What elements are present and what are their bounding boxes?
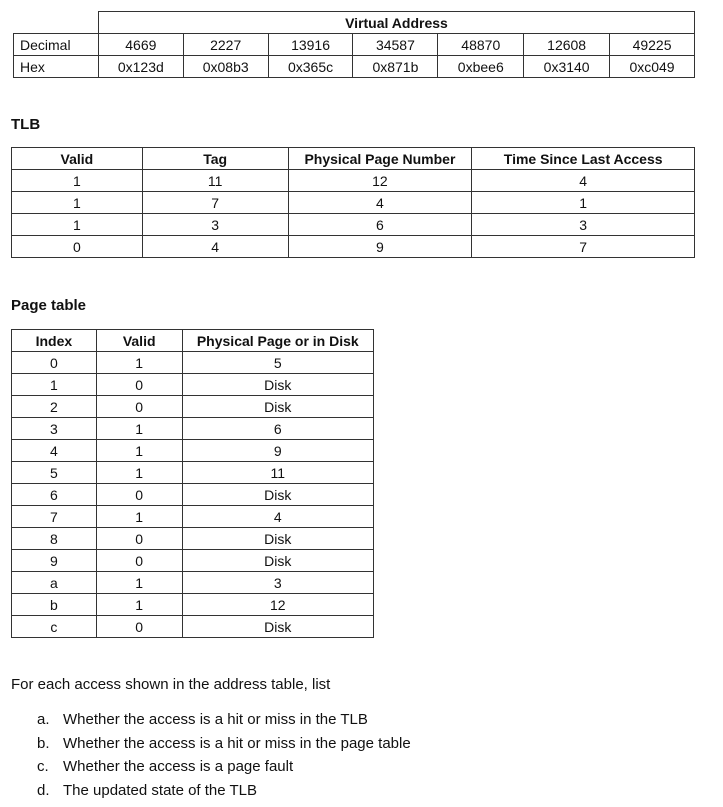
page-table-cell: 0	[96, 550, 182, 572]
va-decimal-cell: 13916	[268, 34, 353, 56]
va-decimal-cell: 12608	[524, 34, 610, 56]
page-table-cell: 1	[96, 440, 182, 462]
page-table-cell: 12	[182, 594, 373, 616]
page-table-cell: 1	[96, 594, 182, 616]
page-table-cell: 5	[12, 462, 97, 484]
page-table-row	[12, 418, 374, 440]
va-hex-row	[14, 56, 695, 78]
page-table-cell: 6	[182, 418, 373, 440]
tlb-row	[12, 192, 695, 214]
va-title: Virtual Address	[98, 12, 694, 34]
instructions-text: For each access shown in the address table, list	[11, 676, 331, 693]
tlb-cell: 7	[472, 236, 695, 258]
page-table-cell: b	[12, 594, 97, 616]
page-table	[11, 329, 374, 638]
va-decimal-label: Decimal	[14, 34, 99, 56]
question-item	[37, 708, 411, 732]
va-hex-cell: 0x871b	[353, 56, 438, 78]
tlb-cell: 12	[288, 170, 472, 192]
page-table-cell: 4	[182, 506, 373, 528]
tlb-row	[12, 236, 695, 258]
page-table-cell: 6	[12, 484, 97, 506]
page-table-header-cell: Valid	[96, 330, 182, 352]
page-table-row	[12, 550, 374, 572]
tlb-cell: 4	[472, 170, 695, 192]
tlb-cell: 3	[472, 214, 695, 236]
page-table-row	[12, 462, 374, 484]
question-item	[37, 732, 411, 756]
page-table-cell: 2	[12, 396, 97, 418]
tlb-table	[11, 147, 695, 258]
page-table-cell: 0	[96, 396, 182, 418]
page-table-row	[12, 594, 374, 616]
page-table-cell: 1	[96, 352, 182, 374]
virtual-address-table	[13, 11, 695, 78]
va-hex-cell: 0x08b3	[183, 56, 268, 78]
page-table-cell: 0	[12, 352, 97, 374]
page-table-cell: 5	[182, 352, 373, 374]
question-text: The updated state of the TLB	[63, 781, 258, 799]
page-table-cell: 3	[12, 418, 97, 440]
tlb-cell: 4	[142, 236, 288, 258]
page-table-cell: Disk	[182, 396, 373, 418]
page-table-cell: Disk	[182, 484, 373, 506]
page-table-title: Page table	[11, 297, 87, 314]
page-table-cell: 0	[96, 374, 182, 396]
va-decimal-cell: 34587	[353, 34, 438, 56]
va-decimal-cell: 49225	[610, 34, 695, 56]
page-table-header-row	[12, 330, 374, 352]
page-table-cell: Disk	[182, 550, 373, 572]
tlb-title: TLB	[11, 116, 41, 133]
page-table-cell: c	[12, 616, 97, 638]
tlb-cell: 1	[12, 170, 143, 192]
page-table-cell: 7	[12, 506, 97, 528]
page-table-row	[12, 616, 374, 638]
question-item	[37, 755, 411, 779]
va-decimal-cell: 48870	[438, 34, 524, 56]
tlb-cell: 11	[142, 170, 288, 192]
page-table-row	[12, 506, 374, 528]
tlb-header-cell: Physical Page Number	[288, 148, 472, 170]
page-table-cell: 1	[96, 572, 182, 594]
question-item	[37, 779, 411, 803]
page-table-cell: 0	[96, 484, 182, 506]
tlb-cell: 1	[12, 214, 143, 236]
page-table-cell: a	[12, 572, 97, 594]
page-table-cell: Disk	[182, 616, 373, 638]
va-hex-cell: 0xc049	[610, 56, 695, 78]
va-corner	[14, 12, 99, 34]
page-table-cell: 1	[12, 374, 97, 396]
page-table-cell: 1	[96, 418, 182, 440]
page-table-cell: 9	[182, 440, 373, 462]
page-table-cell: 0	[96, 616, 182, 638]
question-list	[37, 708, 411, 802]
tlb-cell: 9	[288, 236, 472, 258]
page-table-cell: 1	[96, 462, 182, 484]
question-text: Whether the access is a hit or miss in the page table	[63, 734, 411, 752]
page-table-header-cell: Physical Page or in Disk	[182, 330, 373, 352]
tlb-cell: 1	[12, 192, 143, 214]
tlb-cell: 6	[288, 214, 472, 236]
question-marker: c.	[37, 758, 49, 775]
page-table-cell: 9	[12, 550, 97, 572]
page-table-cell: 0	[96, 528, 182, 550]
tlb-cell: 4	[288, 192, 472, 214]
page-table-row	[12, 374, 374, 396]
tlb-row	[12, 214, 695, 236]
page-table-row	[12, 484, 374, 506]
tlb-header-cell: Time Since Last Access	[472, 148, 695, 170]
page-table-row	[12, 572, 374, 594]
page-table-cell: Disk	[182, 528, 373, 550]
tlb-cell: 1	[472, 192, 695, 214]
page-table-header-cell: Index	[12, 330, 97, 352]
tlb-header-cell: Tag	[142, 148, 288, 170]
question-marker: d.	[37, 781, 50, 799]
tlb-row	[12, 170, 695, 192]
page-table-cell: 3	[182, 572, 373, 594]
tlb-header-row	[12, 148, 695, 170]
tlb-header-cell: Valid	[12, 148, 143, 170]
tlb-cell: 3	[142, 214, 288, 236]
question-marker: b.	[37, 734, 50, 752]
page-table-cell: 1	[96, 506, 182, 528]
va-hex-cell: 0x123d	[98, 56, 183, 78]
va-decimal-cell: 4669	[98, 34, 183, 56]
question-text: Whether the access is a page fault	[63, 758, 294, 775]
va-hex-cell: 0x365c	[268, 56, 353, 78]
page-table-cell: 8	[12, 528, 97, 550]
tlb-cell: 7	[142, 192, 288, 214]
tlb-cell: 0	[12, 236, 143, 258]
page-table-row	[12, 528, 374, 550]
va-hex-cell: 0x3140	[524, 56, 610, 78]
va-decimal-cell: 2227	[183, 34, 268, 56]
page-table-cell: 4	[12, 440, 97, 462]
va-decimal-row	[14, 34, 695, 56]
page-table-cell: 11	[182, 462, 373, 484]
va-hex-cell: 0xbee6	[438, 56, 524, 78]
va-hex-label: Hex	[14, 56, 99, 78]
question-marker: a.	[37, 711, 50, 728]
page-table-cell: Disk	[182, 374, 373, 396]
page-table-row	[12, 440, 374, 462]
page-table-row	[12, 352, 374, 374]
question-text: Whether the access is a hit or miss in the TLB	[63, 711, 368, 728]
page-table-row	[12, 396, 374, 418]
